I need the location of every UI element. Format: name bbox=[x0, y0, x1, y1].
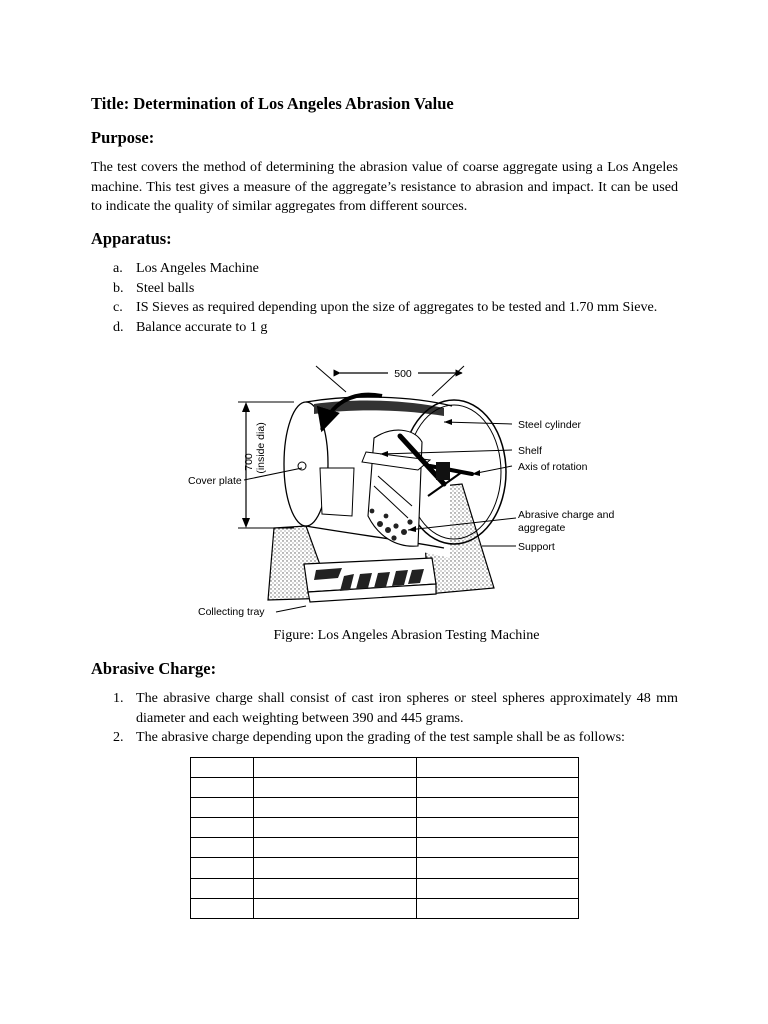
abrasive-charge-list bbox=[91, 689, 678, 748]
table-cell bbox=[191, 818, 254, 838]
list-item-text: Los Angeles Machine bbox=[136, 260, 259, 276]
dimension-700-label: 700 bbox=[243, 453, 255, 471]
list-marker: a. bbox=[113, 260, 123, 276]
figure-caption: Figure: Los Angeles Abrasion Testing Machine bbox=[273, 627, 540, 643]
dimension-500-label: 500 bbox=[394, 368, 412, 380]
table-cell bbox=[254, 798, 417, 818]
apparatus-item bbox=[91, 279, 678, 299]
list-marker: 2. bbox=[113, 729, 124, 745]
list-marker: c. bbox=[113, 299, 123, 315]
table-cell bbox=[191, 798, 254, 818]
collecting-tray-label: Collecting tray bbox=[198, 606, 265, 618]
abrasive-charge-label-line2: aggregate bbox=[518, 522, 566, 534]
list-marker: b. bbox=[113, 279, 124, 296]
apparatus-item bbox=[91, 259, 678, 279]
table-cell bbox=[417, 898, 579, 918]
list-item-text: Steel balls bbox=[136, 279, 195, 296]
purpose-paragraph: The test covers the method of determining the abrasion value of coarse aggregate using a Los Angeles machine. This test gives a measure of the aggregate’s resistance to abrasion and impact. It can be used to indicate the quality of similar aggregates from different sources. bbox=[91, 159, 678, 214]
table-cell bbox=[191, 858, 254, 878]
apparatus-heading: Apparatus: bbox=[91, 229, 172, 248]
inside-dia-label: (inside dia) bbox=[255, 422, 267, 474]
abrasive-charge-item bbox=[91, 689, 678, 728]
table-cell bbox=[417, 878, 579, 898]
table-cell bbox=[254, 898, 417, 918]
steel-cylinder-drum bbox=[284, 397, 506, 558]
list-item-text: IS Sieves as required depending upon the size of aggregates to be tested and 1.70 mm Sieve. bbox=[136, 299, 658, 315]
table-cell bbox=[417, 798, 579, 818]
list-marker: 1. bbox=[113, 690, 124, 706]
table-cell bbox=[254, 758, 417, 778]
table-cell bbox=[191, 878, 254, 898]
dimension-500 bbox=[316, 366, 464, 396]
table-cell bbox=[254, 878, 417, 898]
abrasive-charge-heading: Abrasive Charge: bbox=[91, 659, 217, 678]
table-row bbox=[191, 898, 579, 918]
support-label: Support bbox=[518, 541, 555, 553]
table-row bbox=[191, 818, 579, 838]
table-cell bbox=[191, 778, 254, 798]
table-row bbox=[191, 838, 579, 858]
list-item-text: Balance accurate to 1 g bbox=[136, 318, 268, 335]
table-row bbox=[191, 878, 579, 898]
document-title: Title: Determination of Los Angeles Abrasion Value bbox=[91, 94, 454, 113]
table-cell bbox=[417, 838, 579, 858]
apparatus-item bbox=[91, 318, 678, 338]
abrasive-charge-item bbox=[91, 728, 678, 748]
table-cell bbox=[254, 778, 417, 798]
table-cell bbox=[417, 758, 579, 778]
abrasive-charge-label-line1: Abrasive charge and bbox=[518, 509, 615, 521]
steel-cylinder-label: Steel cylinder bbox=[518, 419, 582, 431]
purpose-heading: Purpose: bbox=[91, 128, 155, 147]
table-cell bbox=[254, 818, 417, 838]
list-marker: d. bbox=[113, 318, 124, 335]
table-row bbox=[191, 798, 579, 818]
table-cell bbox=[417, 778, 579, 798]
list-item-text: The abrasive charge depending upon the grading of the test sample shall be as follows: bbox=[136, 729, 625, 745]
table-cell bbox=[191, 898, 254, 918]
table-row bbox=[191, 858, 579, 878]
list-item-text: The abrasive charge shall consist of cast iron spheres or steel spheres approximately 48 mm diameter and each weighting between 390 and 445 grams. bbox=[136, 690, 678, 726]
cover-plate-label: Cover plate bbox=[188, 475, 242, 487]
apparatus-item bbox=[91, 298, 678, 318]
table-cell bbox=[191, 758, 254, 778]
table-cell bbox=[254, 838, 417, 858]
los-angeles-machine-figure bbox=[182, 356, 622, 624]
shelf-label: Shelf bbox=[518, 445, 542, 457]
table-row bbox=[191, 778, 579, 798]
apparatus-list bbox=[91, 259, 678, 337]
table-row bbox=[191, 758, 579, 778]
abrasive-charge-table bbox=[190, 757, 579, 919]
table-cell bbox=[254, 858, 417, 878]
table-cell bbox=[417, 818, 579, 838]
table-cell bbox=[417, 858, 579, 878]
table-cell bbox=[191, 838, 254, 858]
collecting-tray bbox=[304, 558, 436, 602]
axis-of-rotation-label: Axis of rotation bbox=[518, 461, 588, 473]
